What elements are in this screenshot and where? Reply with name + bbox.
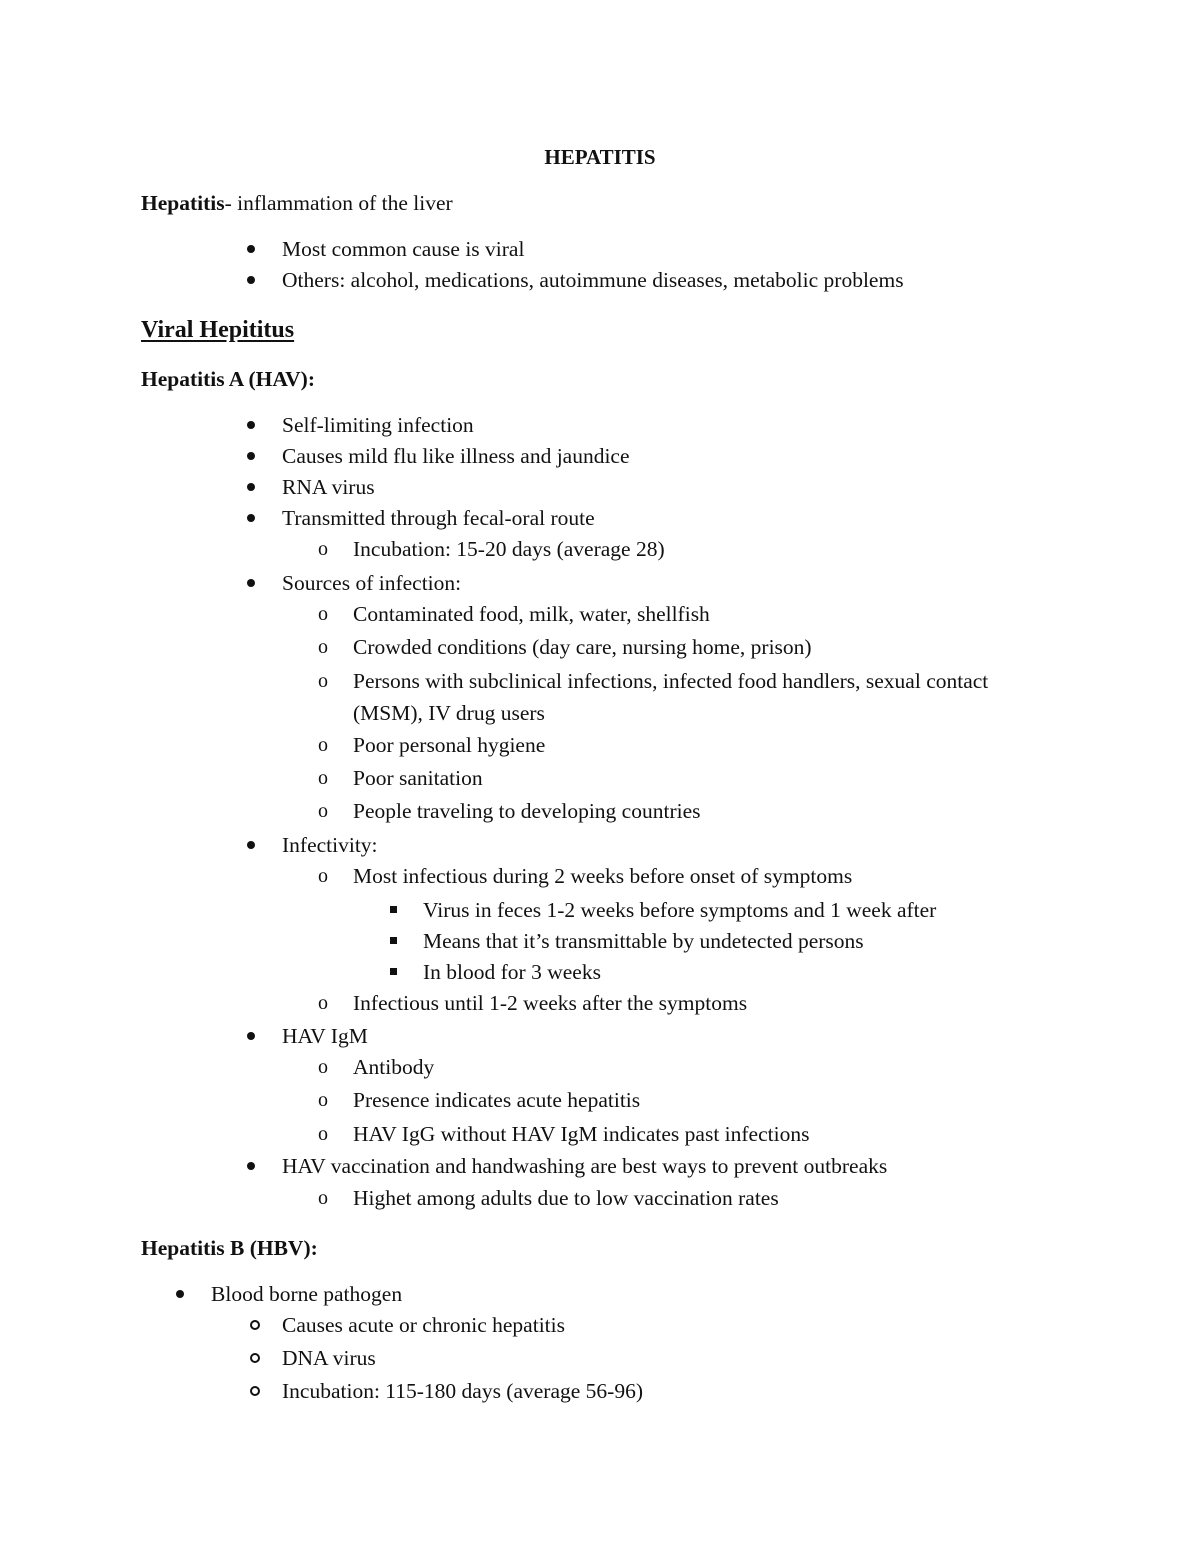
circle-bullet-icon: o (318, 767, 328, 789)
bullet-dot-icon (247, 1032, 255, 1040)
circle-bullet-icon: o (318, 670, 328, 692)
bullet-dot-icon (176, 1290, 184, 1298)
bullet-dot-icon (247, 276, 255, 284)
bullet-dot-icon (247, 452, 255, 460)
circle-bullet-icon: o (318, 1056, 328, 1078)
circle-bullet-icon: o (318, 1187, 328, 1209)
sub-list-item-continuation: (MSM), IV drug users (353, 701, 545, 725)
circle-bullet-icon: o (318, 538, 328, 560)
circle-bullet-icon: o (318, 1123, 328, 1145)
bullet-dot-icon (247, 841, 255, 849)
hbv-heading: Hepatitis B (HBV): (141, 1236, 318, 1260)
square-bullet-icon (390, 937, 397, 944)
circle-bullet-icon: o (318, 1089, 328, 1111)
ring-bullet-icon (250, 1386, 260, 1396)
page-title: HEPATITIS (544, 145, 656, 169)
ring-bullet-icon (250, 1353, 260, 1363)
bullet-dot-icon (247, 1162, 255, 1170)
circle-bullet-icon: o (318, 734, 328, 756)
circle-bullet-icon: o (318, 992, 328, 1014)
ring-bullet-icon (250, 1320, 260, 1330)
section-heading: Viral Hepititus (141, 317, 295, 343)
intro-term: Hepatitis (141, 191, 225, 215)
square-bullet-icon (390, 906, 397, 913)
circle-bullet-icon: o (318, 636, 328, 658)
bullet-dot-icon (247, 514, 255, 522)
circle-bullet-icon: o (318, 603, 328, 625)
square-bullet-icon (390, 968, 397, 975)
bullet-dot-icon (247, 245, 255, 253)
intro-definition (141, 189, 453, 217)
circle-bullet-icon: o (318, 865, 328, 887)
circle-bullet-icon: o (318, 800, 328, 822)
intro-definition-text: - inflammation of the liver (224, 191, 453, 215)
bullet-dot-icon (247, 483, 255, 491)
hav-heading: Hepatitis A (HAV): (141, 367, 315, 391)
bullet-dot-icon (247, 579, 255, 587)
bullet-dot-icon (247, 421, 255, 429)
document-page: HEPATITIS Hepatitis- inflammation of the liver Most common cause is viral Others: alcohol, medications, autoimmune diseases, metabolic problems Viral Hepititus Hepatitis A (HAV): Self-limiting infection Causes mild flu like illness and jaundice RNA virus Transmitted through fecal-oral route o Incubation: 15-20 days (average 28) Sources of infection: o Contaminated food, milk, water, shellfish o Crowded conditions (day care, nursing home, prison) o Persons with subclinical infections, infected food handlers, sexual contact (MSM), IV drug users o Poor personal hygiene o Poor sanitation o People traveling to developing countries Infectivity: o Most infectious during 2 weeks before onset of symptoms Virus in feces 1-2 weeks before symptoms and 1 week after Means that it’s transmittable by undetected persons In blood for 3 weeks o Infectious until 1-2 weeks after the symptoms HAV IgM o Antibody o Presence indicates acute hepatitis o HAV IgG without HAV IgM indicates past infections HAV vaccination and handwashing are best ways to prevent outbreaks o Highet among adults due to low vaccination rates Hepatitis B (HBV): Blood borne pathogen Causes acute or chronic hepatitis DNA virus Incubation: 115-180 days (average 56-96) (0, 0, 1200, 1553)
